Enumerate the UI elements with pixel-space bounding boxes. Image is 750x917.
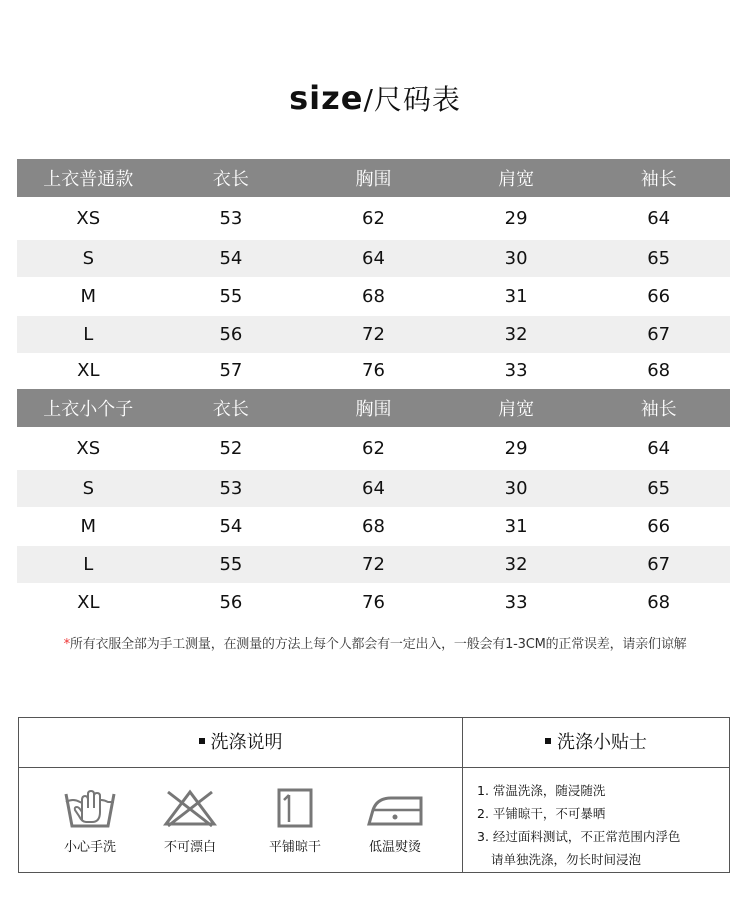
no-bleach-icon (162, 786, 218, 830)
value-cell: 30 (445, 470, 588, 507)
value-cell: 64 (302, 240, 445, 277)
care-label: 不可漂白 (163, 840, 216, 855)
measurement-note (0, 633, 750, 652)
value-cell: 56 (219, 591, 243, 613)
header-cell: 袖长 (587, 389, 730, 427)
value-cell: 68 (647, 591, 671, 613)
value-cell: 72 (302, 316, 445, 353)
value-cell: 53 (219, 208, 243, 229)
value-cell: 64 (302, 470, 445, 507)
wash-tips-heading: 洗涤小贴士 (463, 718, 729, 767)
value-cell: 54 (160, 240, 303, 277)
value-cell: 54 (219, 516, 243, 537)
value-cell: 31 (504, 286, 528, 307)
value-cell: 76 (362, 591, 385, 613)
value-cell: 33 (504, 359, 528, 381)
note-asterisk: * (63, 637, 70, 652)
note-text: 所有衣服全部为手工测量，在测量的方法上每个人都会有一定出入，一般会有1-3CM的正常误差，请亲们谅解 (69, 637, 687, 652)
care-label: 平铺晾干 (268, 840, 321, 855)
value-cell: 29 (504, 438, 528, 459)
wash-tips-list (477, 779, 727, 871)
size-cell: XS (76, 438, 101, 459)
header-cell: 肩宽 (445, 389, 588, 427)
tip-item: 1. 常温洗涤，随浸随洗 (477, 783, 606, 798)
size-cell: M (80, 516, 97, 537)
care-item-dry-flat (240, 786, 350, 855)
header-cell: 肩宽 (445, 159, 588, 197)
table-row (17, 277, 730, 316)
care-icons (19, 768, 462, 873)
value-cell: 66 (647, 286, 671, 307)
table-header-row (17, 389, 730, 427)
size-table-petite (17, 389, 730, 621)
table-row (17, 583, 730, 621)
bullet-square-icon (545, 738, 551, 744)
value-cell: 56 (160, 316, 303, 353)
value-cell: 52 (219, 438, 243, 459)
header-cell: 袖长 (587, 159, 730, 197)
hand-wash-icon (62, 786, 118, 830)
care-label: 小心手洗 (63, 840, 116, 855)
value-cell: 67 (587, 316, 730, 353)
value-cell: 31 (504, 516, 528, 537)
value-cell: 68 (362, 516, 385, 537)
size-cell: S (17, 470, 160, 507)
size-cell: M (80, 286, 97, 307)
table-row (17, 427, 730, 470)
table-row (17, 546, 730, 583)
value-cell: 72 (302, 546, 445, 583)
value-cell: 65 (587, 240, 730, 277)
value-cell: 29 (504, 208, 528, 229)
header-cell: 上衣小个子 (17, 389, 160, 427)
value-cell: 65 (587, 470, 730, 507)
tip-item: 2. 平铺晾干，不可暴晒 (477, 806, 606, 821)
value-cell: 30 (445, 240, 588, 277)
size-cell: XL (77, 591, 100, 613)
dry-flat-icon (267, 786, 323, 830)
size-cell: L (17, 316, 160, 353)
value-cell: 53 (160, 470, 303, 507)
title-cn: 尺码表 (373, 83, 461, 116)
table-row (17, 240, 730, 277)
value-cell: 68 (647, 359, 671, 381)
value-cell: 62 (362, 438, 385, 459)
value-cell: 76 (362, 359, 385, 381)
tip-item: 3. 经过面料测试，不正常范围内浮色 (477, 829, 681, 844)
value-cell: 33 (504, 591, 528, 613)
header-cell: 胸围 (302, 389, 445, 427)
size-cell: XS (76, 208, 101, 229)
table-row (17, 197, 730, 240)
size-cell: S (17, 240, 160, 277)
page-title (0, 78, 750, 118)
value-cell: 66 (647, 516, 671, 537)
care-box (18, 717, 730, 873)
wash-instructions-heading: 洗涤说明 (19, 718, 462, 767)
title-en: size (289, 79, 364, 117)
size-cell: XL (77, 359, 100, 381)
table-row (17, 470, 730, 507)
value-cell: 62 (362, 208, 385, 229)
tip-item: 请单独洗涤，勿长时间浸泡 (491, 852, 642, 867)
care-item-low-iron (340, 786, 450, 855)
value-cell: 68 (362, 286, 385, 307)
care-item-no-bleach (135, 786, 245, 855)
table-row (17, 507, 730, 546)
header-cell: 胸围 (302, 159, 445, 197)
value-cell: 64 (647, 208, 671, 229)
header-cell: 上衣普通款 (17, 159, 160, 197)
table-row (17, 316, 730, 353)
value-cell: 57 (219, 359, 243, 381)
care-item-hand-wash (35, 786, 145, 855)
value-cell: 67 (587, 546, 730, 583)
care-label: 低温熨烫 (368, 840, 421, 855)
title-slash: / (363, 83, 374, 116)
value-cell: 64 (647, 438, 671, 459)
header-cell: 衣长 (160, 389, 303, 427)
value-cell: 32 (445, 546, 588, 583)
table-row (17, 353, 730, 387)
bullet-square-icon (199, 738, 205, 744)
header-cell: 衣长 (160, 159, 303, 197)
size-table-regular (17, 159, 730, 387)
table-header-row (17, 159, 730, 197)
value-cell: 55 (160, 546, 303, 583)
value-cell: 32 (445, 316, 588, 353)
size-cell: L (17, 546, 160, 583)
value-cell: 55 (219, 286, 243, 307)
low-iron-icon (365, 786, 425, 830)
